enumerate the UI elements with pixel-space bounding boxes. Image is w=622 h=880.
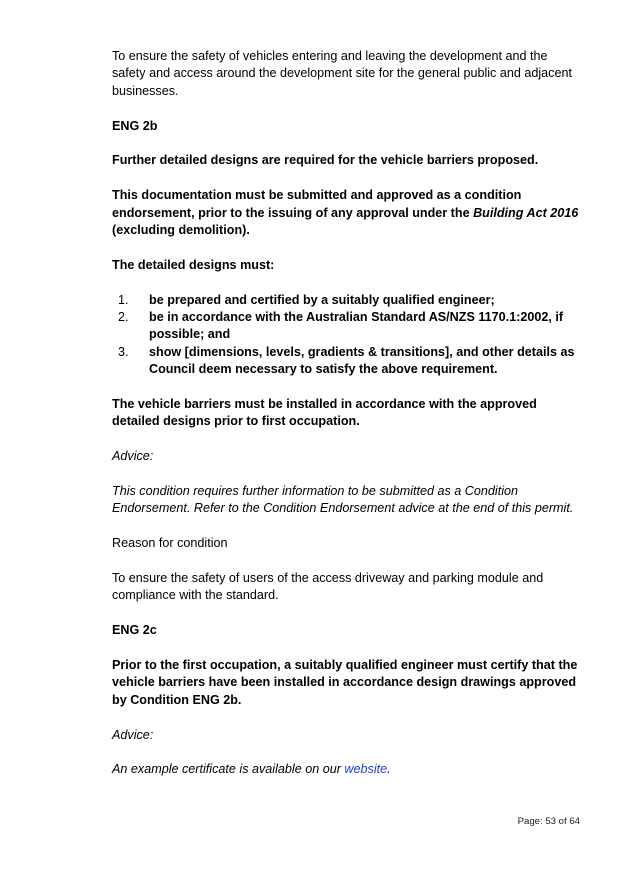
eng-2b-reason-label: Reason for condition [112, 536, 228, 551]
website-link[interactable]: website [344, 762, 388, 777]
list-item-text: show [dimensions, levels, gradients & transitions], and other details as Council deem necessary to satisfy the above requirement. [149, 344, 575, 377]
list-item-text: be in accordance with the Australian Standard AS/NZS 1170.1:2002, if possible; and [149, 310, 564, 342]
eng-2b-documentation [112, 187, 582, 239]
eng-2c-advice-text-1: An example certificate is available on our [112, 762, 345, 777]
eng-2c-requirement: Prior to the first occupation, a suitably qualified engineer must certify that the vehicle barriers have been installed in accordance design drawings approved by Condition ENG 2b. [112, 658, 578, 707]
eng-2b-reason-text: To ensure the safety of users of the access driveway and parking module and compliance with the standard. [112, 571, 544, 603]
eng-2b-advice-label: Advice: [112, 449, 154, 464]
eng-2c-heading: ENG 2c [112, 623, 157, 638]
list-item-number: 1. [118, 292, 129, 307]
eng-2c-advice-label: Advice: [112, 727, 154, 742]
eng-2b-designs-intro: The detailed designs must: [112, 257, 275, 272]
list-item-number: 3. [118, 344, 129, 359]
design-requirements-list [112, 292, 582, 379]
building-act-reference: Building Act 2016 [473, 205, 579, 220]
page-number: Page: 53 of 64 [517, 816, 580, 827]
eng-2c-advice-text [112, 761, 582, 778]
eng-2b-heading: ENG 2b [112, 118, 158, 133]
eng-2b-installation: The vehicle barriers must be installed in accordance with the approved detailed designs prior to first occupation. [112, 397, 537, 429]
list-item [112, 292, 582, 309]
list-item [112, 344, 582, 379]
list-item-text: be prepared and certified by a suitably qualified engineer; [149, 292, 495, 307]
eng-2b-requirement: Further detailed designs are required for the vehicle barriers proposed. [112, 153, 539, 168]
document-page [112, 48, 582, 796]
eng-2b-advice-text: This condition requires further information to be submitted as a Condition Endorsement. Refer to the Condition Endorsement advice at the end of this permit. [112, 484, 574, 516]
intro-paragraph: To ensure the safety of vehicles entering and leaving the development and the safety and access around the development site for the general public and adjacent businesses. [112, 49, 572, 98]
eng-2c-advice-text-2: . [387, 762, 391, 777]
list-item [112, 309, 582, 344]
list-item-number: 2. [118, 310, 129, 325]
eng-2b-documentation-text-1: This documentation must be submitted and approved as a condition endorsement, prior to the issuing of any approval under the [112, 188, 522, 220]
eng-2b-documentation-text-2: (excluding demolition). [112, 223, 250, 238]
